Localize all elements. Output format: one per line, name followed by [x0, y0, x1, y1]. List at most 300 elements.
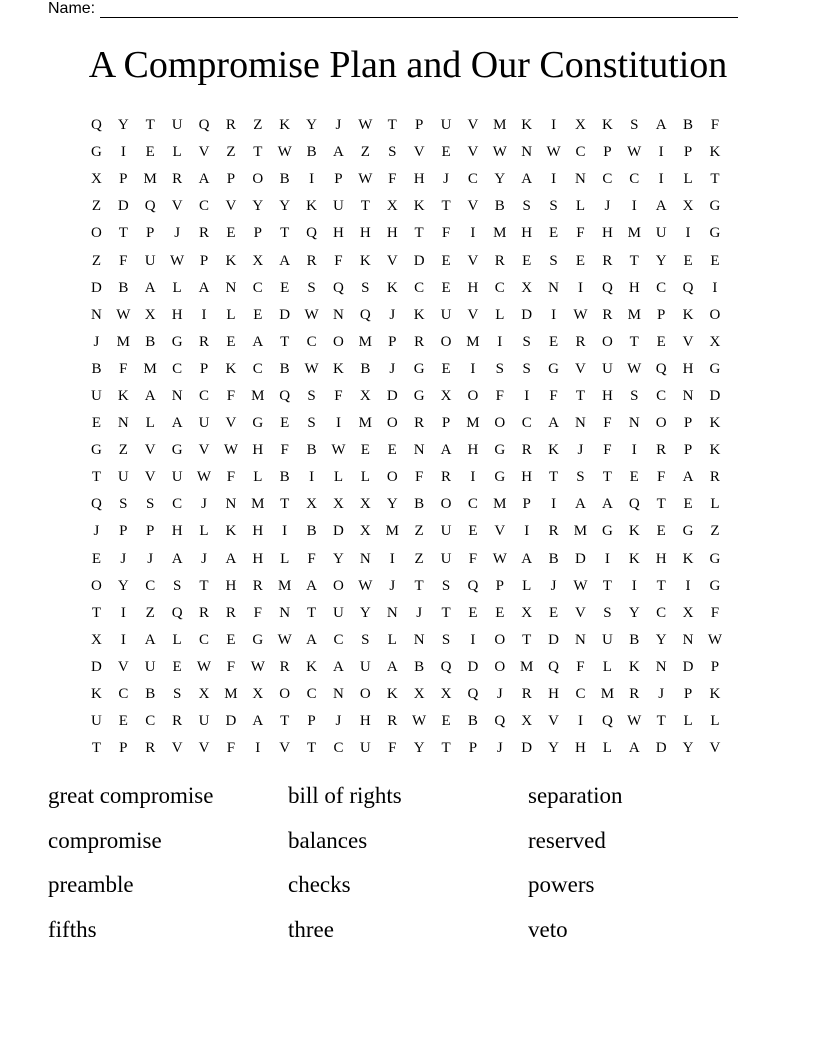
- grid-letter: V: [198, 144, 210, 161]
- grid-letter: H: [252, 550, 264, 567]
- grid-letter: W: [304, 360, 319, 377]
- grid-letter: Q: [494, 713, 506, 730]
- grid-letter: I: [631, 442, 637, 459]
- grid-letter: G: [171, 333, 183, 350]
- word-bank-item: preamble: [48, 872, 134, 897]
- word-bank-item: powers: [528, 872, 595, 897]
- grid-letter: M: [251, 496, 265, 513]
- word-bank-item: veto: [528, 916, 568, 942]
- grid-letter: R: [172, 171, 183, 188]
- grid-letter: O: [440, 333, 452, 350]
- grid-letter: T: [549, 469, 559, 486]
- grid-letter: A: [171, 415, 183, 432]
- word-bank-item: bill of rights: [288, 783, 402, 808]
- grid-letter: P: [388, 333, 397, 350]
- grid-letter: F: [603, 415, 612, 432]
- grid-letter: R: [225, 117, 236, 134]
- grid-letter: E: [441, 713, 451, 730]
- grid-letter: N: [91, 306, 102, 323]
- grid-letter: U: [440, 306, 452, 323]
- grid-letter: X: [440, 387, 452, 404]
- grid-letter: L: [602, 740, 612, 757]
- grid-letter: Q: [682, 279, 694, 296]
- grid-letter: K: [709, 442, 721, 459]
- grid-letter: A: [333, 144, 344, 161]
- grid-letter: X: [359, 496, 371, 513]
- grid-letter: P: [119, 740, 128, 757]
- grid-letter: I: [551, 496, 557, 513]
- grid-letter: K: [709, 144, 721, 161]
- grid-letter: R: [602, 252, 613, 269]
- grid-letter: D: [548, 631, 559, 648]
- grid-letter: X: [682, 198, 694, 215]
- grid-letter: I: [470, 360, 476, 377]
- grid-letter: C: [252, 360, 263, 377]
- grid-letter: X: [440, 686, 452, 703]
- grid-letter: S: [441, 631, 451, 648]
- grid-letter: Y: [628, 604, 640, 621]
- grid-letter: I: [685, 225, 691, 242]
- grid-letter: J: [93, 523, 100, 540]
- grid-letter: E: [656, 333, 666, 350]
- grid-letter: U: [655, 225, 667, 242]
- grid-letter: P: [334, 171, 343, 188]
- grid-letter: P: [226, 171, 236, 188]
- grid-letter: I: [309, 171, 315, 188]
- grid-letter: R: [145, 740, 156, 757]
- grid-letter: F: [468, 550, 478, 567]
- grid-letter: V: [709, 740, 721, 757]
- grid-letter: X: [521, 279, 533, 296]
- grid-letter: O: [91, 577, 102, 594]
- grid-letter: R: [494, 252, 505, 269]
- grid-letter: D: [279, 306, 291, 323]
- grid-letter: I: [309, 469, 315, 486]
- grid-letter: J: [658, 686, 665, 703]
- grid-letter: Y: [682, 740, 694, 757]
- word-search-grid: [83, 112, 728, 762]
- grid-letter: Q: [171, 604, 183, 621]
- grid-letter: U: [440, 117, 452, 134]
- grid-letter: M: [627, 306, 641, 323]
- grid-letter: C: [145, 577, 156, 594]
- grid-letter: S: [441, 577, 451, 594]
- grid-letter: M: [493, 496, 507, 513]
- word-bank-item: fifths: [48, 916, 97, 942]
- grid-letter: O: [252, 171, 264, 188]
- grid-letter: R: [225, 604, 236, 621]
- grid-letter: R: [252, 577, 263, 594]
- grid-letter: R: [172, 713, 183, 730]
- grid-letter: E: [226, 631, 236, 648]
- grid-letter: B: [145, 686, 156, 703]
- grid-letter: B: [414, 658, 425, 675]
- grid-letter: J: [174, 225, 181, 242]
- grid-letter: W: [304, 306, 319, 323]
- grid-letter: I: [120, 604, 126, 621]
- grid-letter: E: [549, 225, 559, 242]
- grid-letter: B: [548, 550, 559, 567]
- grid-letter: C: [494, 279, 505, 296]
- grid-letter: M: [116, 333, 130, 350]
- grid-letter: V: [279, 740, 291, 757]
- grid-letter: Q: [467, 686, 479, 703]
- grid-letter: N: [628, 415, 640, 432]
- grid-letter: I: [120, 631, 126, 648]
- grid-letter: Q: [601, 713, 613, 730]
- grid-letter: H: [575, 740, 586, 757]
- grid-letter: H: [225, 577, 237, 594]
- grid-letter: W: [223, 442, 238, 459]
- grid-letter: N: [171, 387, 183, 404]
- grid-letter: L: [602, 658, 612, 675]
- grid-letter: F: [710, 604, 720, 621]
- grid-letter: H: [413, 171, 425, 188]
- grid-letter: B: [91, 360, 102, 377]
- grid-letter: O: [91, 225, 102, 242]
- grid-letter: L: [253, 469, 263, 486]
- grid-letter: P: [522, 496, 531, 513]
- grid-letter: I: [577, 279, 583, 296]
- grid-letter: J: [577, 442, 584, 459]
- grid-letter: D: [413, 252, 425, 269]
- grid-letter: F: [119, 252, 128, 269]
- grid-letter: P: [683, 144, 693, 161]
- grid-letter: A: [333, 658, 344, 675]
- grid-letter: E: [91, 415, 102, 432]
- grid-letter: K: [709, 686, 721, 703]
- grid-letter: G: [413, 387, 425, 404]
- grid-letter: F: [388, 740, 397, 757]
- grid-letter: I: [470, 631, 476, 648]
- grid-letter: Y: [333, 550, 344, 567]
- grid-letter: F: [226, 387, 236, 404]
- grid-letter: I: [604, 550, 610, 567]
- grid-letter: T: [414, 225, 424, 242]
- grid-letter: I: [201, 306, 207, 323]
- grid-letter: V: [225, 415, 237, 432]
- grid-letter: N: [548, 279, 559, 296]
- grid-letter: V: [171, 198, 183, 215]
- grid-letter: W: [627, 713, 642, 730]
- grid-letter: D: [386, 387, 398, 404]
- grid-letter: K: [413, 306, 425, 323]
- grid-letter: B: [306, 442, 317, 459]
- grid-letter: C: [656, 604, 667, 621]
- grid-letter: Z: [414, 523, 424, 540]
- grid-letter: X: [252, 686, 264, 703]
- grid-letter: C: [656, 279, 667, 296]
- grid-letter: K: [306, 658, 317, 675]
- grid-letter: M: [385, 523, 399, 540]
- grid-letter: E: [683, 496, 693, 513]
- grid-letter: C: [467, 171, 478, 188]
- grid-letter: L: [683, 171, 693, 188]
- grid-letter: A: [306, 631, 317, 648]
- grid-letter: R: [521, 686, 532, 703]
- grid-letter: P: [119, 523, 128, 540]
- grid-letter: Q: [548, 658, 559, 675]
- grid-letter: L: [495, 306, 505, 323]
- grid-letter: U: [333, 604, 344, 621]
- grid-letter: Y: [359, 604, 371, 621]
- grid-letter: P: [710, 658, 720, 675]
- grid-letter: Q: [279, 387, 291, 404]
- grid-letter: P: [468, 740, 478, 757]
- grid-letter: N: [682, 387, 694, 404]
- grid-letter: D: [655, 740, 667, 757]
- grid-letter: A: [279, 252, 291, 269]
- grid-letter: E: [360, 442, 370, 459]
- grid-letter: U: [198, 713, 210, 730]
- grid-letter: T: [91, 604, 102, 621]
- grid-letter: H: [333, 225, 344, 242]
- grid-letter: N: [225, 279, 237, 296]
- grid-letter: F: [226, 469, 236, 486]
- grid-letter: C: [629, 171, 640, 188]
- grid-letter: X: [386, 198, 398, 215]
- grid-letter: X: [682, 604, 694, 621]
- grid-letter: X: [198, 686, 210, 703]
- grid-letter: N: [333, 306, 344, 323]
- grid-letter: B: [279, 469, 290, 486]
- grid-letter: F: [334, 387, 343, 404]
- grid-letter: I: [631, 198, 637, 215]
- grid-letter: P: [441, 415, 451, 432]
- grid-letter: E: [118, 713, 128, 730]
- grid-letter: U: [117, 469, 129, 486]
- grid-letter: G: [709, 198, 721, 215]
- grid-letter: Q: [359, 306, 371, 323]
- grid-letter: N: [575, 415, 586, 432]
- grid-letter: P: [199, 252, 209, 269]
- grid-letter: H: [628, 279, 640, 296]
- grid-letter: O: [494, 631, 506, 648]
- grid-letter: W: [573, 306, 588, 323]
- grid-letter: U: [171, 469, 183, 486]
- grid-letter: W: [573, 577, 588, 594]
- grid-letter: H: [359, 713, 371, 730]
- grid-letter: L: [172, 631, 182, 648]
- grid-letter: K: [306, 198, 317, 215]
- grid-letter: B: [279, 171, 290, 188]
- grid-letter: I: [524, 523, 530, 540]
- grid-letter: V: [682, 333, 694, 350]
- grid-letter: Q: [601, 279, 613, 296]
- grid-letter: K: [682, 550, 694, 567]
- grid-letter: N: [575, 171, 586, 188]
- grid-letter: A: [548, 415, 559, 432]
- grid-letter: P: [199, 360, 209, 377]
- grid-letter: J: [201, 496, 207, 513]
- grid-letter: M: [358, 333, 373, 350]
- grid-letter: F: [576, 658, 585, 675]
- grid-letter: D: [91, 658, 102, 675]
- grid-letter: D: [467, 658, 479, 675]
- grid-letter: A: [521, 171, 533, 188]
- grid-letter: G: [709, 360, 721, 377]
- grid-letter: U: [359, 658, 371, 675]
- grid-letter: P: [119, 171, 128, 188]
- grid-letter: T: [656, 713, 666, 730]
- grid-letter: E: [441, 252, 451, 269]
- grid-letter: D: [521, 306, 533, 323]
- grid-letter: A: [144, 387, 156, 404]
- grid-letter: M: [520, 658, 534, 675]
- grid-letter: N: [682, 631, 694, 648]
- grid-letter: P: [656, 306, 666, 323]
- grid-letter: T: [91, 740, 102, 757]
- grid-letter: P: [683, 442, 693, 459]
- grid-letter: T: [306, 604, 317, 621]
- grid-letter: H: [252, 442, 264, 459]
- grid-letter: J: [147, 550, 154, 567]
- grid-letter: C: [656, 387, 667, 404]
- grid-letter: M: [251, 387, 265, 404]
- grid-letter: S: [172, 686, 182, 703]
- grid-letter: S: [361, 631, 370, 648]
- grid-letter: U: [333, 198, 344, 215]
- grid-letter: V: [494, 523, 506, 540]
- grid-letter: C: [575, 144, 586, 161]
- grid-letter: S: [172, 577, 182, 594]
- grid-letter: I: [282, 523, 288, 540]
- grid-letter: J: [201, 550, 207, 567]
- grid-letter: K: [225, 360, 237, 377]
- grid-letter: E: [172, 658, 182, 675]
- grid-letter: J: [335, 713, 342, 730]
- grid-letter: H: [682, 360, 694, 377]
- grid-letter: S: [307, 415, 316, 432]
- grid-letter: A: [144, 279, 156, 296]
- grid-letter: L: [199, 523, 209, 540]
- grid-letter: V: [386, 252, 398, 269]
- grid-letter: E: [441, 360, 451, 377]
- grid-letter: X: [359, 387, 371, 404]
- grid-letter: U: [440, 523, 452, 540]
- grid-letter: O: [655, 415, 667, 432]
- grid-letter: F: [388, 171, 397, 188]
- grid-letter: W: [170, 252, 185, 269]
- grid-letter: K: [628, 523, 640, 540]
- grid-letter: E: [387, 442, 397, 459]
- grid-letter: S: [549, 252, 558, 269]
- grid-letter: N: [386, 604, 398, 621]
- grid-letter: B: [360, 360, 371, 377]
- grid-letter: O: [386, 415, 398, 432]
- grid-letter: T: [91, 469, 102, 486]
- grid-letter: U: [601, 631, 613, 648]
- grid-letter: R: [199, 604, 210, 621]
- grid-letter: W: [492, 144, 507, 161]
- grid-letter: E: [468, 523, 478, 540]
- grid-letter: V: [575, 604, 586, 621]
- grid-letter: K: [225, 523, 237, 540]
- grid-letter: Z: [710, 523, 720, 540]
- grid-letter: M: [627, 225, 641, 242]
- grid-letter: Y: [655, 631, 667, 648]
- grid-letter: I: [577, 713, 583, 730]
- grid-letter: J: [335, 117, 342, 134]
- grid-letter: F: [495, 387, 504, 404]
- grid-letter: Q: [306, 225, 317, 242]
- grid-letter: N: [575, 631, 586, 648]
- grid-letter: U: [91, 387, 102, 404]
- grid-letter: Q: [91, 117, 102, 134]
- grid-letter: W: [358, 171, 373, 188]
- grid-letter: M: [493, 225, 507, 242]
- grid-letter: K: [548, 442, 559, 459]
- grid-letter: J: [416, 604, 423, 621]
- grid-letter: A: [521, 550, 533, 567]
- grid-letter: D: [682, 658, 694, 675]
- grid-letter: A: [252, 333, 264, 350]
- grid-letter: T: [145, 117, 155, 134]
- grid-letter: R: [521, 442, 532, 459]
- grid-letter: L: [683, 713, 693, 730]
- grid-letter: U: [359, 740, 371, 757]
- grid-letter: O: [333, 577, 344, 594]
- grid-letter: E: [441, 144, 451, 161]
- grid-letter: L: [522, 577, 532, 594]
- grid-letter: M: [358, 415, 373, 432]
- grid-letter: T: [414, 577, 424, 594]
- grid-letter: D: [117, 198, 129, 215]
- grid-letter: I: [389, 550, 395, 567]
- grid-letter: T: [602, 577, 612, 594]
- grid-letter: Z: [253, 117, 263, 134]
- grid-letter: K: [682, 306, 694, 323]
- grid-letter: R: [199, 333, 210, 350]
- grid-letter: F: [280, 442, 289, 459]
- grid-letter: E: [226, 225, 236, 242]
- grid-letter: E: [549, 604, 559, 621]
- grid-letter: Y: [117, 577, 129, 594]
- grid-letter: A: [144, 631, 156, 648]
- grid-letter: E: [226, 333, 236, 350]
- grid-letter: E: [710, 252, 720, 269]
- grid-letter: H: [171, 523, 183, 540]
- grid-letter: Q: [467, 577, 479, 594]
- grid-letter: I: [658, 171, 664, 188]
- grid-letter: E: [575, 252, 586, 269]
- grid-letter: O: [386, 469, 398, 486]
- grid-letter: G: [709, 577, 721, 594]
- grid-letter: L: [360, 469, 370, 486]
- grid-letter: A: [440, 442, 452, 459]
- grid-letter: A: [198, 171, 210, 188]
- grid-letter: T: [118, 225, 128, 242]
- grid-letter: T: [306, 740, 317, 757]
- grid-letter: E: [441, 279, 451, 296]
- grid-letter: F: [603, 442, 612, 459]
- grid-letter: X: [413, 686, 425, 703]
- grid-letter: F: [656, 469, 666, 486]
- grid-letter: U: [144, 252, 156, 269]
- grid-letter: I: [470, 469, 476, 486]
- grid-letter: W: [492, 550, 507, 567]
- grid-letter: Q: [144, 198, 156, 215]
- grid-letter: P: [495, 577, 504, 594]
- grid-letter: N: [521, 144, 533, 161]
- grid-letter: U: [144, 658, 156, 675]
- grid-letter: X: [709, 333, 721, 350]
- grid-letter: L: [280, 550, 290, 567]
- grid-letter: G: [413, 360, 425, 377]
- grid-letter: Q: [655, 360, 667, 377]
- grid-letter: P: [146, 523, 155, 540]
- grid-letter: E: [683, 252, 693, 269]
